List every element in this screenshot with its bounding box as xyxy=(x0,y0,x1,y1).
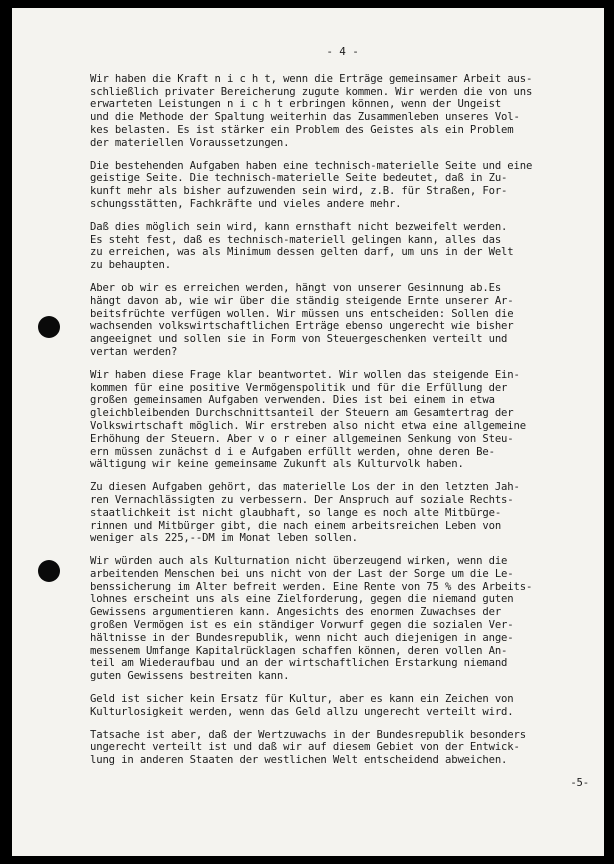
text-line: Die bestehenden Aufgaben haben eine technisch-materielle Seite und eine xyxy=(90,159,533,172)
text-line: Kulturlosigkeit werden, wenn das Geld allzu ungerecht verteilt wird. xyxy=(90,705,514,718)
paragraph xyxy=(90,73,595,150)
text-line: messenem Umfange Kapitalrücklagen schaffen können, deren vollen An- xyxy=(90,644,508,657)
page-number: - 4 - xyxy=(326,45,359,58)
text-line: ern müssen zunächst d i e Aufgaben erfüllt werden, ohne deren Be- xyxy=(90,445,495,458)
body-text xyxy=(90,73,595,767)
text-line: Wir haben die Kraft n i c h t, wenn die Erträge gemeinsamer Arbeit aus- xyxy=(90,72,533,85)
text-line: schließlich privater Bereicherung zugute kommen. Wir werden die von uns xyxy=(90,85,533,98)
text-line: geistige Seite. Die technisch-materielle Seite bedeutet, daß in Zu- xyxy=(90,172,508,185)
paragraph xyxy=(90,369,595,471)
text-line: lohnes erscheint uns als eine Zielforderung, gegen die niemand guten xyxy=(90,593,514,606)
text-line: benssicherung im Alter befreit werden. Eine Rente von 75 % des Arbeits- xyxy=(90,580,533,593)
text-line: wältigung wir keine gemeinsame Zukunft als Kulturvolk haben. xyxy=(90,458,464,471)
text-line: Aber ob wir es erreichen werden, hängt von unserer Gesinnung ab.Es xyxy=(90,281,502,294)
text-line: teil am Wiederaufbau und an der wirtschaftlichen Erstarkung niemand xyxy=(90,657,508,670)
text-line: Volkswirtschaft möglich. Wir erstreben also nicht etwa eine allgemeine xyxy=(90,419,526,432)
text-line: zu erreichen, was als Minimum dessen gelten darf, um uns in der Welt xyxy=(90,246,514,259)
text-line: erwarteten Leistungen n i c h t erbringen können, wenn der Ungeist xyxy=(90,98,502,111)
text-line: vertan werden? xyxy=(90,345,178,358)
typewritten-text xyxy=(90,46,595,790)
punch-hole-upper xyxy=(38,316,60,338)
text-line: Es steht fest, daß es technisch-materiell gelingen kann, alles das xyxy=(90,233,502,246)
text-line: Erhöhung der Steuern. Aber v o r einer allgemeinen Senkung von Steu- xyxy=(90,432,514,445)
text-line: hältnisse in der Bundesrepublik, wenn nicht auch diejenigen in ange- xyxy=(90,631,514,644)
text-line: Gewissens argumentieren kann. Angesichts des enormen Zuwachses der xyxy=(90,606,502,619)
text-line: Wir würden auch als Kulturnation nicht überzeugend wirken, wenn die xyxy=(90,555,508,568)
text-line: weniger als 225,--DM im Monat leben sollen. xyxy=(90,532,358,545)
paragraph xyxy=(90,221,595,272)
text-line: kes belasten. Es ist stärker ein Problem des Geistes als ein Problem xyxy=(90,123,514,136)
text-line: hängt davon ab, wie wir über die ständig steigende Ernte unserer Ar- xyxy=(90,294,514,307)
text-line: Tatsache ist aber, daß der Wertzuwachs in der Bundesrepublik besonders xyxy=(90,728,526,741)
text-line: ungerecht verteilt ist und daß wir auf diesem Gebiet von der Entwick- xyxy=(90,741,520,754)
text-line: großen gemeinsamen Aufgaben verwenden. Dies ist bei einem in etwa xyxy=(90,394,495,407)
text-line: der materiellen Voraussetzungen. xyxy=(90,136,290,149)
document-page xyxy=(12,8,604,856)
next-page-marker: -5- xyxy=(570,777,589,790)
paragraph xyxy=(90,160,595,211)
text-line: kommen für eine positive Vermögenspolitik und für die Erfüllung der xyxy=(90,381,508,394)
text-line: Zu diesen Aufgaben gehört, das materielle Los der in den letzten Jah- xyxy=(90,481,520,494)
text-line: Geld ist sicher kein Ersatz für Kultur, aber es kann ein Zeichen von xyxy=(90,693,514,706)
paragraph xyxy=(90,693,595,719)
text-line: lung in anderen Staaten der westlichen Welt entscheidend abweichen. xyxy=(90,754,508,767)
text-line: schungsstätten, Fachkräfte und vieles andere mehr. xyxy=(90,197,402,210)
text-line: rinnen und Mitbürger gibt, die nach einem arbeitsreichen Leben von xyxy=(90,519,502,532)
text-line: Daß dies möglich sein wird, kann ernsthaft nicht bezweifelt werden. xyxy=(90,220,508,233)
text-line: großen Vermögen ist es ein ständiger Vorwurf gegen die sozialen Ver- xyxy=(90,619,514,632)
text-line: wachsenden volkswirtschaftlichen Erträge ebenso ungerecht wie bisher xyxy=(90,320,514,333)
text-line: zu behaupten. xyxy=(90,259,171,272)
text-line: Wir haben diese Frage klar beantwortet. Wir wollen das steigende Ein- xyxy=(90,368,520,381)
paragraph xyxy=(90,729,595,767)
text-line: und die Methode der Spaltung weiterhin das Zusammenleben unseres Vol- xyxy=(90,111,520,124)
text-line: guten Gewissens bestreiten kann. xyxy=(90,670,290,683)
text-line: kunft mehr als bisher aufzuwenden sein wird, z.B. für Straßen, For- xyxy=(90,185,508,198)
punch-hole-lower xyxy=(38,560,60,582)
text-line: staatlichkeit ist nicht glaubhaft, so lange es noch alte Mitbürge- xyxy=(90,506,502,519)
text-line: ren Vernachlässigten zu verbessern. Der Anspruch auf soziale Rechts- xyxy=(90,493,514,506)
text-line: arbeitenden Menschen bei uns nicht von der Last der Sorge um die Le- xyxy=(90,567,514,580)
paragraph xyxy=(90,282,595,359)
text-line: gleichbleibenden Durchschnittsanteil der Steuern am Gesamtertrag der xyxy=(90,407,514,420)
text-line: beitsfrüchte verfügen wollen. Wir müssen uns entscheiden: Sollen die xyxy=(90,307,514,320)
paragraph xyxy=(90,481,595,545)
text-line: angeeignet und sollen sie in Form von Steuergeschenken verteilt und xyxy=(90,333,508,346)
paragraph xyxy=(90,555,595,683)
